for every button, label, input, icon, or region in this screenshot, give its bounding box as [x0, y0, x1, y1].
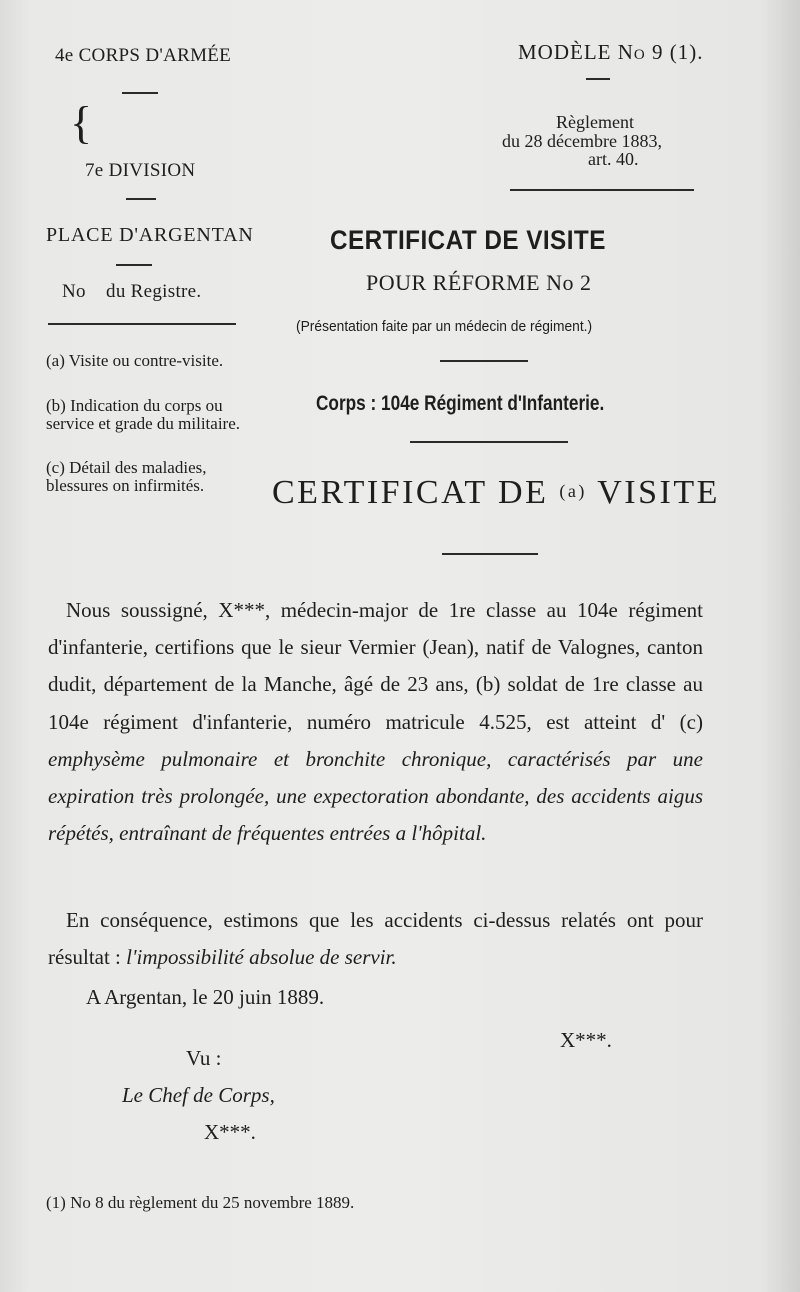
title-sub: POUR RÉFORME No 2 [366, 270, 592, 295]
chef-signature: X***. [204, 1120, 256, 1144]
chef-label: Le Chef de Corps, [122, 1083, 275, 1107]
doctor-signature: X***. [560, 1028, 612, 1052]
title-main: CERTIFICAT DE VISITE [330, 225, 606, 255]
brace-mark: { [70, 97, 93, 148]
corps-line: Corps : 104e Régiment d'Infanterie. [316, 392, 605, 415]
paragraph-1-text: Nous soussigné, X***, médecin-major de 1re classe au 104e régiment d'infanterie, certifions que le sieur Vermier (Jean), natif de Valognes, canton dudit, département de la Manche, âgé de 23 ans, (b) soldat de 1re classe au 104e régiment d'infanterie, numéro matricule 4.525, est atteint d' (c) [48, 598, 703, 734]
paragraph-1-diagnosis: emphysème pulmonaire et bronchite chronique, caractérisés par une expiration très prolongée, une expectoration abondante, des accidents aigus répétés, entraînant de fréquentes entrées a l'hôpital. [48, 746, 703, 846]
note-b: (b) Indication du corps ou service et grade du militaire. [46, 396, 240, 433]
reglement-line-2: du 28 décembre 1883, [502, 131, 662, 151]
reglement-line-1: Règlement [556, 112, 634, 132]
note-c: (c) Détail des maladies, blessures on infirmités. [46, 458, 207, 495]
paragraph-2-conclusion: l'impossibilité absolue de servir. [126, 945, 397, 970]
division-label: 7e DIVISION [85, 160, 196, 181]
title-big-marker: (a) [559, 481, 587, 501]
certificate-paragraph-1 [48, 592, 703, 852]
corps-label: 4e CORPS D'ARMÉE [55, 45, 232, 66]
title-big [272, 474, 720, 512]
paragraph-2-text: En conséquence, estimons que les accidents ci-dessus relatés ont pour résultat : [48, 908, 703, 970]
reglement-line-3: art. 40. [588, 149, 639, 169]
certificate-paragraph-2 [48, 902, 703, 976]
registre-label: No du Registre. [62, 281, 202, 302]
note-a: (a) Visite ou contre-visite. [46, 351, 224, 370]
footnote: (1) No 8 du règlement du 25 novembre 1889. [46, 1193, 355, 1212]
title-big-part-2: VISITE [597, 474, 720, 511]
title-big-part-1: CERTIFICAT DE [272, 474, 549, 511]
date-line: A Argentan, le 20 juin 1889. [86, 985, 325, 1009]
title-presentation: (Présentation faite par un médecin de régiment.) [296, 318, 593, 335]
modele-label: MODÈLE No 9 (1). [518, 40, 704, 64]
vu-label: Vu : [186, 1046, 222, 1070]
place-label: PLACE D'ARGENTAN [46, 224, 254, 246]
